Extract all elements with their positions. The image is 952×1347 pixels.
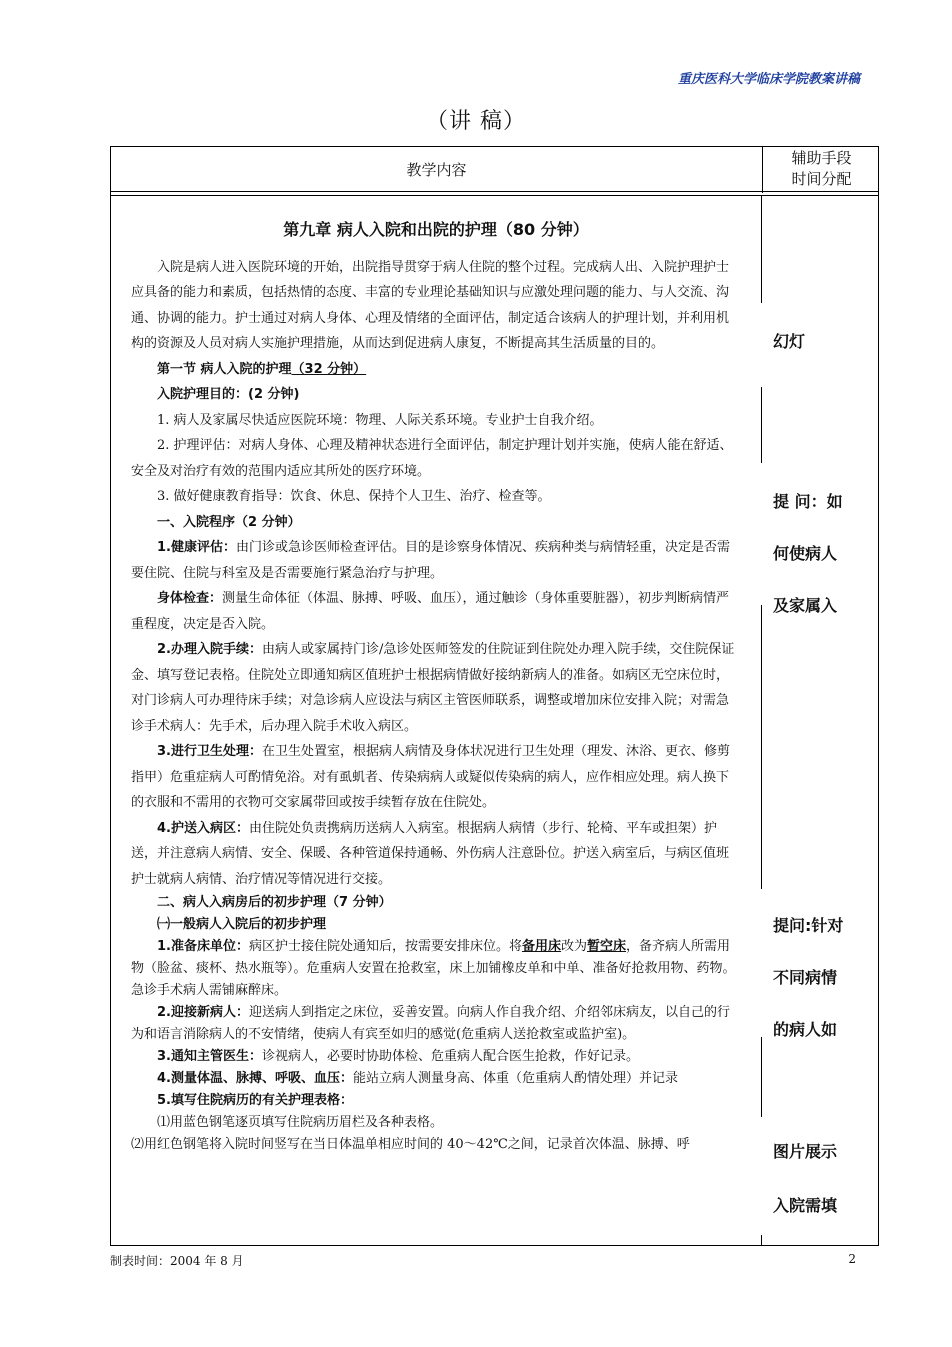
- footer-made-time: 制表时间：2004 年 8 月: [110, 1254, 244, 1268]
- care-item-bed-bold-1: 备用床: [522, 939, 562, 954]
- care-item-welcome-text: 迎送病人到指定之床位，妥善安置。向病人作自我介绍、介绍邻床病友，以自己的行为和语言消除病人的不安情绪，使病人有宾至如归的感觉(危重病人送抢救室或监护室)。: [131, 1005, 730, 1042]
- section1-title: [131, 357, 741, 383]
- procedure-title: 一、入院程序（2 分钟）: [157, 514, 301, 530]
- initial-care-title: 二、病人入病房后的初步护理（7 分钟）: [157, 895, 392, 910]
- procedure-item-3-label: 3.进行卫生处理：: [157, 744, 262, 759]
- care-item-welcome: [131, 1002, 741, 1046]
- procedure-item-4-label: 4.护送入病区：: [157, 820, 249, 836]
- purpose-item-2: 2. 护理评估：对病人身体、心理及精神状态进行全面评估，制定护理计划并实施，使病人能在舒适、安全及对治疗有效的范围内适应其所处的医疗环境。: [131, 438, 733, 479]
- care-item-bed-text-c: ，备齐病人所需用物（脸盆、痰杯、热水瓶等）。危重病人安置在抢救室，床上加铺橡皮单和中单、准备好抢救用物、药物。急诊手术病人需铺麻醉床。: [131, 939, 736, 998]
- care-item-measure-text: 能站立病人测量身高、体重（危重病人酌情处理）并记录: [352, 1071, 678, 1086]
- section1-time: （32 分钟）: [291, 361, 367, 377]
- care-item-measure-label: 4.测量体温、脉搏、呼吸、血压：: [157, 1071, 353, 1086]
- initial-care-subtitle: ㈠一般病人入院后的初步护理: [157, 917, 327, 932]
- footer-page-number: 2: [848, 1252, 856, 1266]
- care-item-bed-bold-2: 暂空床: [587, 939, 627, 954]
- chapter-title: 第九章 病人入院和出院的护理（80 分钟）: [283, 220, 589, 239]
- side-label-picture-b: 入院需填: [773, 1196, 838, 1215]
- procedure-item-1-text: 由门诊或急诊医师检查评估。目的是诊察身体情况、疾病种类与病情轻重，决定是否需要住院、住院与科室及是否需要施行紧急治疗与护理。: [131, 540, 730, 581]
- care-item-forms-1: ⑴用蓝色钢笔逐页填写住院病历眉栏及各种表格。: [157, 1115, 444, 1130]
- care-item-notify-label: 3.通知主管医生：: [157, 1049, 262, 1064]
- care-item-measure: [131, 1068, 741, 1090]
- body-exam-text: 测量生命体征（体温、脉搏、呼吸、血压），通过触诊（身体重要脏器），初步判断病情严重程度，决定是否入院。: [131, 591, 730, 632]
- aux-divider-segment-3: [761, 605, 762, 889]
- header-brand: 重庆医科大学临床学院教案讲稿: [677, 72, 860, 87]
- body-exam-item: [131, 586, 741, 637]
- side-label-picture-a: 图片展示: [773, 1142, 838, 1161]
- side-label-question-1b: 何使病人: [773, 544, 838, 563]
- care-item-bed: [131, 936, 741, 1002]
- purpose-item-1: 1. 病人及家属尽快适应医院环境：物理、人际关系环境。专业护士自我介绍。: [157, 412, 603, 428]
- side-label-question-1c: 及家属入: [773, 596, 838, 615]
- procedure-item-1-label: 1.健康评估：: [157, 540, 236, 555]
- column-header-aux-line2: 时间分配: [791, 170, 852, 188]
- column-header-aux: [763, 147, 880, 192]
- care-item-notify: [131, 1046, 741, 1068]
- care-item-welcome-label: 2.迎接新病人：: [157, 1005, 249, 1020]
- procedure-item-4: [131, 816, 741, 893]
- aux-divider-segment-5: [761, 1235, 762, 1245]
- procedure-item-2-text: 由病人或家属持门诊/急诊处医师签发的住院证到住院处办理入院手续，交住院保证金、填写登记表格。住院处立即通知病区值班护士根据病情做好接纳新病人的准备。如病区无空床位时，对门诊病人可办理待床手续；对急诊病人应设法与病区主管医师联系，调整或增加床位安排入院；对需急诊手术病人：先手术，后办理入院手术收入病区。: [131, 642, 735, 734]
- procedure-item-4-text: 由住院处负责携病历送病人入病室。根据病人病情（步行、轮椅、平车或担架）护送，并注意病人病情、安全、保暖、各种管道保持通畅、外伤病人注意卧位。护送入病室后，与病区值班护士就病人病情、治疗情况等情况进行交接。: [131, 820, 730, 887]
- care-item-forms-title: 5.填写住院病历的有关护理表格：: [157, 1093, 353, 1108]
- body-exam-label: 身体检查：: [157, 591, 223, 606]
- side-label-question-2c: 的病人如: [773, 1020, 838, 1039]
- care-item-notify-text: 诊视病人，必要时协助体检、危重病人配合医生抢救，作好记录。: [261, 1049, 639, 1064]
- header-row-line: [111, 191, 878, 192]
- side-label-question-1a: 提 问：如: [773, 492, 843, 511]
- side-label-slide: 幻灯: [773, 332, 806, 351]
- care-item-bed-text-a: 病区护士接住院处通知后，按需要安排床位。将: [248, 939, 522, 954]
- care-item-forms-2: ⑵用红色钢笔将入院时间竖写在当日体温单相应时间的 40～42℃之间，记录首次体温、脉搏、呼: [131, 1137, 690, 1152]
- procedure-item-2-label: 2.办理入院手续：: [157, 642, 262, 657]
- page-heading: （讲 稿）: [426, 109, 526, 134]
- section1-title-text: 第一节 病人入院的护理: [157, 361, 292, 377]
- aux-divider-segment-2: [761, 387, 762, 463]
- purpose-title: 入院护理目的：(2 分钟): [157, 387, 300, 402]
- intro-paragraph: 入院是病人进入医院环境的开始，出院指导贯穿于病人住院的整个过程。完成病人出、入院护理护士应具备的能力和素质，包括热情的态度、丰富的专业理论基础知识与应激处理问题的能力、与人交流、沟通、协调的能力。护士通过对病人身体、心理及情绪的全面评估，制定适合该病人的护理计划，并利用机构的资源及人员对病人实施护理措施，从而达到促进病人康复，不断提高其生活质量的目的。: [131, 259, 730, 351]
- side-label-question-2b: 不同病情: [773, 968, 838, 987]
- aux-divider-segment-4: [761, 1037, 762, 1117]
- care-item-bed-text-b: 改为: [561, 939, 588, 954]
- purpose-item-3: 3. 做好健康教育指导：饮食、休息、保持个人卫生、治疗、检查等。: [157, 489, 551, 504]
- side-label-question-2a: 提问:针对: [773, 916, 844, 935]
- procedure-item-1: [131, 535, 741, 586]
- procedure-item-3: [131, 739, 741, 816]
- care-item-bed-label: 1.准备床单位：: [157, 939, 249, 954]
- lesson-content: [131, 207, 741, 1156]
- procedure-item-2: [131, 637, 741, 739]
- aux-divider-segment-1: [761, 195, 762, 303]
- column-header-aux-line1: 辅助手段: [791, 149, 852, 167]
- procedure-item-3-text: 在卫生处置室，根据病人病情及身体状况进行卫生处理（理发、沐浴、更衣、修剪指甲）危重症病人可酌情免浴。对有虱虮者、传染病病人或疑似传染病的病人，应作相应处理。病人换下的衣服和不需用的衣物可交家属带回或按手续暂存放在住院处。: [131, 744, 730, 810]
- column-header-content: 教学内容: [406, 160, 467, 179]
- lesson-table: [110, 146, 879, 1246]
- header-row-line-double: [111, 195, 878, 196]
